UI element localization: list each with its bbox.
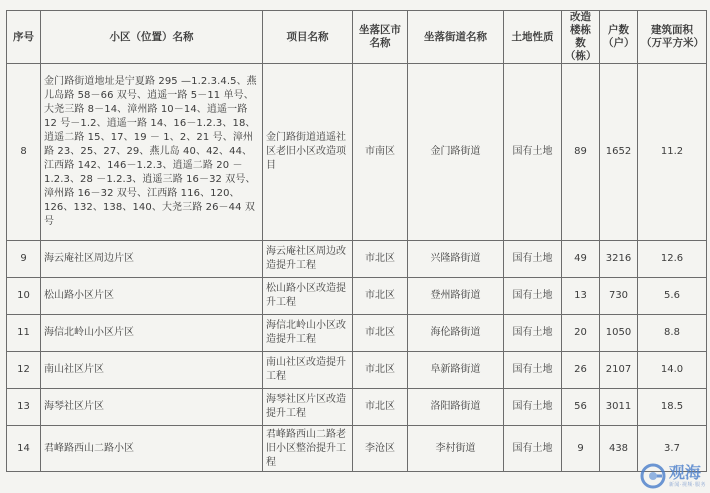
cell-community: 南山社区片区: [41, 352, 263, 389]
header-households: 户数（户）: [600, 11, 638, 64]
cell-households: 1050: [600, 315, 638, 352]
header-row: [7, 11, 707, 64]
cell-area: 3.7: [638, 426, 707, 472]
watermark-text: 观海: [668, 463, 701, 482]
cell-land: 国有土地: [504, 241, 562, 278]
cell-buildings: 49: [562, 241, 600, 278]
cell-households: 438: [600, 426, 638, 472]
cell-street: 阜新路街道: [408, 352, 504, 389]
table-row: [7, 241, 707, 278]
cell-buildings: 89: [562, 64, 600, 241]
cell-district: 市北区: [353, 352, 408, 389]
watermark-text-block: [669, 464, 706, 488]
cell-community: 松山路小区片区: [41, 278, 263, 315]
watermark: [640, 463, 706, 489]
cell-buildings: 13: [562, 278, 600, 315]
cell-community: 君峰路西山二路小区: [41, 426, 263, 472]
cell-households: 3216: [600, 241, 638, 278]
table-row: [7, 278, 707, 315]
cell-project: 海琴社区片区改造提升工程: [263, 389, 353, 426]
cell-project: 南山社区改造提升工程: [263, 352, 353, 389]
cell-community: 海琴社区片区: [41, 389, 263, 426]
cell-buildings: 26: [562, 352, 600, 389]
cell-district: 市南区: [353, 64, 408, 241]
cell-project: 海云庵社区周边改造提升工程: [263, 241, 353, 278]
header-area: 建筑面积（万平方米）: [638, 11, 707, 64]
cell-households: 3011: [600, 389, 638, 426]
cell-buildings: 9: [562, 426, 600, 472]
cell-seq: 14: [7, 426, 41, 472]
header-street: 坐落街道名称: [408, 11, 504, 64]
cell-community: 海信北岭山小区片区: [41, 315, 263, 352]
cell-land: 国有土地: [504, 278, 562, 315]
cell-street: 登州路街道: [408, 278, 504, 315]
cell-street: 金门路街道: [408, 64, 504, 241]
table-row: [7, 352, 707, 389]
cell-buildings: 20: [562, 315, 600, 352]
cell-street: 兴隆路街道: [408, 241, 504, 278]
cell-street: 海伦路街道: [408, 315, 504, 352]
cell-district: 市北区: [353, 315, 408, 352]
cell-community: 海云庵社区周边片区: [41, 241, 263, 278]
header-land: 土地性质: [504, 11, 562, 64]
cell-households: 730: [600, 278, 638, 315]
cell-project: 君峰路西山二路老旧小区整治提升工程: [263, 426, 353, 472]
cell-seq: 8: [7, 64, 41, 241]
renovation-table: [6, 10, 707, 472]
cell-area: 12.6: [638, 241, 707, 278]
watermark-subtext: 新闻·视频·服务: [668, 482, 706, 488]
table-row: [7, 426, 707, 472]
header-seq: 序号: [7, 11, 41, 64]
cell-project: 金门路街道逍遥社区老旧小区改造项目: [263, 64, 353, 241]
table-row: [7, 389, 707, 426]
cell-district: 市北区: [353, 241, 408, 278]
cell-seq: 11: [7, 315, 41, 352]
header-buildings: 改造楼栋数（栋）: [562, 11, 600, 64]
cell-seq: 12: [7, 352, 41, 389]
header-community: 小区（位置）名称: [41, 11, 263, 64]
cell-households: 2107: [600, 352, 638, 389]
header-district: 坐落区市名称: [353, 11, 408, 64]
cell-street: 洛阳路街道: [408, 389, 504, 426]
cell-district: 李沧区: [353, 426, 408, 472]
table-row: [7, 64, 707, 241]
cell-land: 国有土地: [504, 389, 562, 426]
cell-seq: 10: [7, 278, 41, 315]
cell-seq: 13: [7, 389, 41, 426]
cell-district: 市北区: [353, 389, 408, 426]
table-row: [7, 315, 707, 352]
cell-seq: 9: [7, 241, 41, 278]
cell-land: 国有土地: [504, 64, 562, 241]
cell-households: 1652: [600, 64, 638, 241]
cell-area: 18.5: [638, 389, 707, 426]
header-project: 项目名称: [263, 11, 353, 64]
cell-project: 海信北岭山小区改造提升工程: [263, 315, 353, 352]
cell-district: 市北区: [353, 278, 408, 315]
cell-area: 14.0: [638, 352, 707, 389]
cell-area: 5.6: [638, 278, 707, 315]
cell-buildings: 56: [562, 389, 600, 426]
cell-community: 金门路街道地址是宁夏路 295 —1.2.3.4.5、燕儿岛路 58－66 双号、逍遥一路 5－11 单号、大尧三路 8－14、漳州路 10－14、逍遥一路 12 号－1.2、逍遥一路 14、16－1.2.3、18、逍遥二路 15、17、19 － 1、2、21 号、漳州路 23、25、27、29、燕儿岛 40、42、44、江西路 142、146－1.2.3、逍遥二路 20 － 1.2.3、28 －1.2.3、逍遥三路 16－32 双号、漳州路 16－32 双号、江西路 116、120、126、132、138、140、大尧三路 26－44 双号: [41, 64, 263, 241]
cell-area: 8.8: [638, 315, 707, 352]
cell-street: 李村街道: [408, 426, 504, 472]
cell-area: 11.2: [638, 64, 707, 241]
cell-land: 国有土地: [504, 315, 562, 352]
cell-land: 国有土地: [504, 352, 562, 389]
guanhai-logo-icon: [640, 463, 666, 489]
cell-project: 松山路小区改造提升工程: [263, 278, 353, 315]
cell-land: 国有土地: [504, 426, 562, 472]
